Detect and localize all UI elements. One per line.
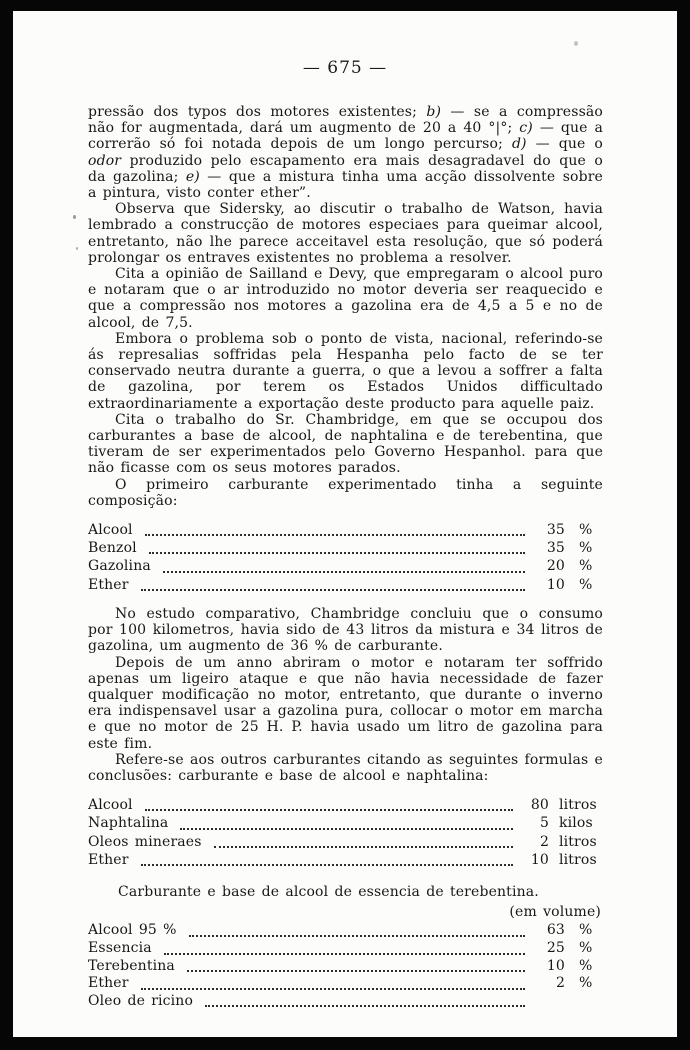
italic-text-run: b) [426, 104, 442, 120]
row-value: 10 [546, 957, 565, 974]
text-run: O primeiro carburante experimentado tinha a seguinte composição: [88, 476, 603, 509]
table-row [88, 557, 603, 575]
row-unit: % [579, 558, 593, 575]
text-run: pressão dos typos dos motores existentes; [88, 104, 427, 120]
scan-speck [73, 215, 76, 219]
text-run: — que o [526, 136, 604, 153]
italic-text-run: d) [511, 136, 527, 153]
table-row [88, 521, 603, 539]
text-run: — que a correrão só foi notada depois de um longo percurso; [88, 120, 603, 153]
row-unit: % [579, 957, 593, 974]
dot-leader [214, 846, 513, 848]
dot-leader [163, 571, 525, 573]
table-row [88, 796, 603, 814]
italic-text-run: e) [185, 168, 200, 185]
row-label: Essencia [88, 939, 152, 956]
row-value: 5 [539, 815, 549, 832]
terebentina-formula-heading: Carburante e base de alcool de essencia de terebentina. [118, 883, 539, 900]
italic-text-run: odor [88, 152, 122, 169]
text-run: No estudo comparativo, Chambridge concluiu que o consumo por 100 kilometros, havia sido de 43 litros da mistura e 34 litros de gazolina, um augmento de 36 % de carburante. [88, 605, 603, 655]
paragraph-block-1 [88, 104, 603, 509]
page-number: — 675 — [302, 58, 388, 78]
paragraph [88, 752, 603, 784]
row-label: Alcool 95 % [88, 922, 177, 939]
table-row [88, 851, 603, 869]
dot-leader [164, 953, 525, 955]
dot-leader [189, 935, 525, 937]
paragraph [88, 412, 603, 477]
row-unit: litros [559, 851, 597, 868]
paragraph [88, 201, 603, 266]
text-run: Observa que Sidersky, ao discutir o trabalho de Watson, havia lembrado a construcção de motores especiaes para queimar alcool, entretanto, não lhe parece acceitavel esta resolução, que só poderá prolongar os entraves existentes no problema a resolver. [88, 201, 603, 266]
formula-table-terebentina [88, 922, 603, 1010]
table-row [88, 814, 603, 832]
paragraph [88, 331, 603, 412]
paragraph [88, 266, 603, 331]
row-label: Alcool [88, 522, 133, 539]
row-value: 35 [546, 522, 565, 539]
row-label: Ether [88, 851, 129, 868]
row-value: 20 [546, 558, 565, 575]
text-run: produzido pelo escapamento era mais desagradavel do que o da gazolina; [88, 152, 603, 185]
paragraph [88, 477, 603, 509]
table-row [88, 922, 603, 940]
text-run: Depois de um anno abriram o motor e notaram ter soffrido apenas um ligeiro ataque e que não havia necessidade de fazer qualquer modificação no motor, entretanto, que durante o inverno era indispensavel usar a gazolina pura, collocar o motor em marcha e que no motor de 25 H. P. havia usado um litro de gazolina para este fim. [88, 654, 603, 752]
table-row [88, 833, 603, 851]
dot-leader [141, 589, 525, 591]
paragraph [88, 606, 603, 655]
row-label: Alcool [88, 797, 133, 814]
row-unit: % [579, 922, 593, 939]
text-run: — que a mistura tinha uma acção dissolvente sobre a pintura, visto conter ether”. [88, 168, 603, 202]
table-row [88, 993, 603, 1011]
row-unit: kilos [559, 815, 593, 832]
italic-text-run: c) [519, 120, 533, 137]
row-label: Gazolina [88, 558, 151, 575]
row-unit: % [579, 522, 593, 539]
row-unit: % [579, 576, 593, 593]
text-run: Cita o trabalho do Sr. Chambridge, em que se occupou dos carburantes a base de alcool, de naphtalina e de terebentina, que tiveram de ser experimentados pelo Governo Hespanhol. para que não ficasse com os seus motores parados. [88, 411, 603, 477]
dot-leader [145, 809, 513, 811]
scan-speck [76, 247, 78, 250]
row-label: Naphtalina [88, 815, 169, 832]
row-label: Oleos mineraes [88, 833, 202, 850]
table-row [88, 539, 603, 557]
row-label: Oleo de ricino [88, 992, 194, 1009]
row-unit: % [579, 939, 593, 956]
dot-leader [180, 828, 513, 830]
row-label: Ether [88, 576, 129, 593]
row-label: Terebentina [88, 957, 175, 974]
text-column [88, 104, 603, 1010]
dot-leader [145, 534, 525, 536]
table-row [88, 940, 603, 958]
table-row [88, 958, 603, 976]
document-page [13, 11, 677, 1037]
row-unit: % [579, 540, 593, 557]
row-unit: litros [559, 833, 597, 850]
paragraph-block-2 [88, 606, 603, 784]
text-run: Embora o problema sob o ponto de vista, nacional, referindo-se ás represalias soffridas pela Hespanha pelo facto de se ter conservado neutra durante a guerra, o que a levou a soffrer a falta de gazolina, por terem os Estados Unidos difficultado extraordinariamente a exportação deste producto para aquelle paiz. [88, 330, 603, 412]
dot-leader [141, 988, 525, 990]
row-value: 63 [546, 922, 565, 939]
dot-leader [205, 1005, 525, 1007]
row-label: Ether [88, 975, 129, 992]
text-run: — se a compressão não for augmentada, dará um augmento de 20 a 40 °|°; [88, 104, 603, 137]
paragraph [88, 104, 603, 201]
dot-leader [149, 552, 525, 554]
volume-note: (em volume) [509, 904, 601, 921]
row-value: 10 [530, 851, 549, 868]
composition-table-alcool-benzol [88, 521, 603, 594]
paragraph [88, 655, 603, 752]
row-value: 80 [530, 797, 549, 814]
text-run: Refere-se aos outros carburantes citando as seguintes formulas e conclusões: carburante e base de alcool e naphtalina: [88, 751, 603, 784]
row-label: Benzol [88, 540, 137, 557]
row-value: 35 [546, 540, 565, 557]
table-row [88, 975, 603, 993]
table-row [88, 576, 603, 594]
row-value: 2 [555, 975, 565, 992]
row-value: 2 [539, 833, 549, 850]
row-value: 10 [546, 576, 565, 593]
dot-leader [187, 970, 525, 972]
text-run: Cita a opinião de Sailland e Devy, que empregaram o alcool puro e notaram que o ar introduzido no motor deveria ser reaquecido e que a compressão nos motores a gazolina era de 4,5 a 5 e no de alcool, de 7,5. [88, 266, 603, 331]
row-unit: litros [559, 797, 597, 814]
row-value: 25 [546, 939, 565, 956]
formula-table-alcool-naphtalina [88, 796, 603, 869]
scan-speck [574, 41, 578, 46]
row-unit: % [579, 975, 593, 992]
dot-leader [141, 864, 513, 866]
